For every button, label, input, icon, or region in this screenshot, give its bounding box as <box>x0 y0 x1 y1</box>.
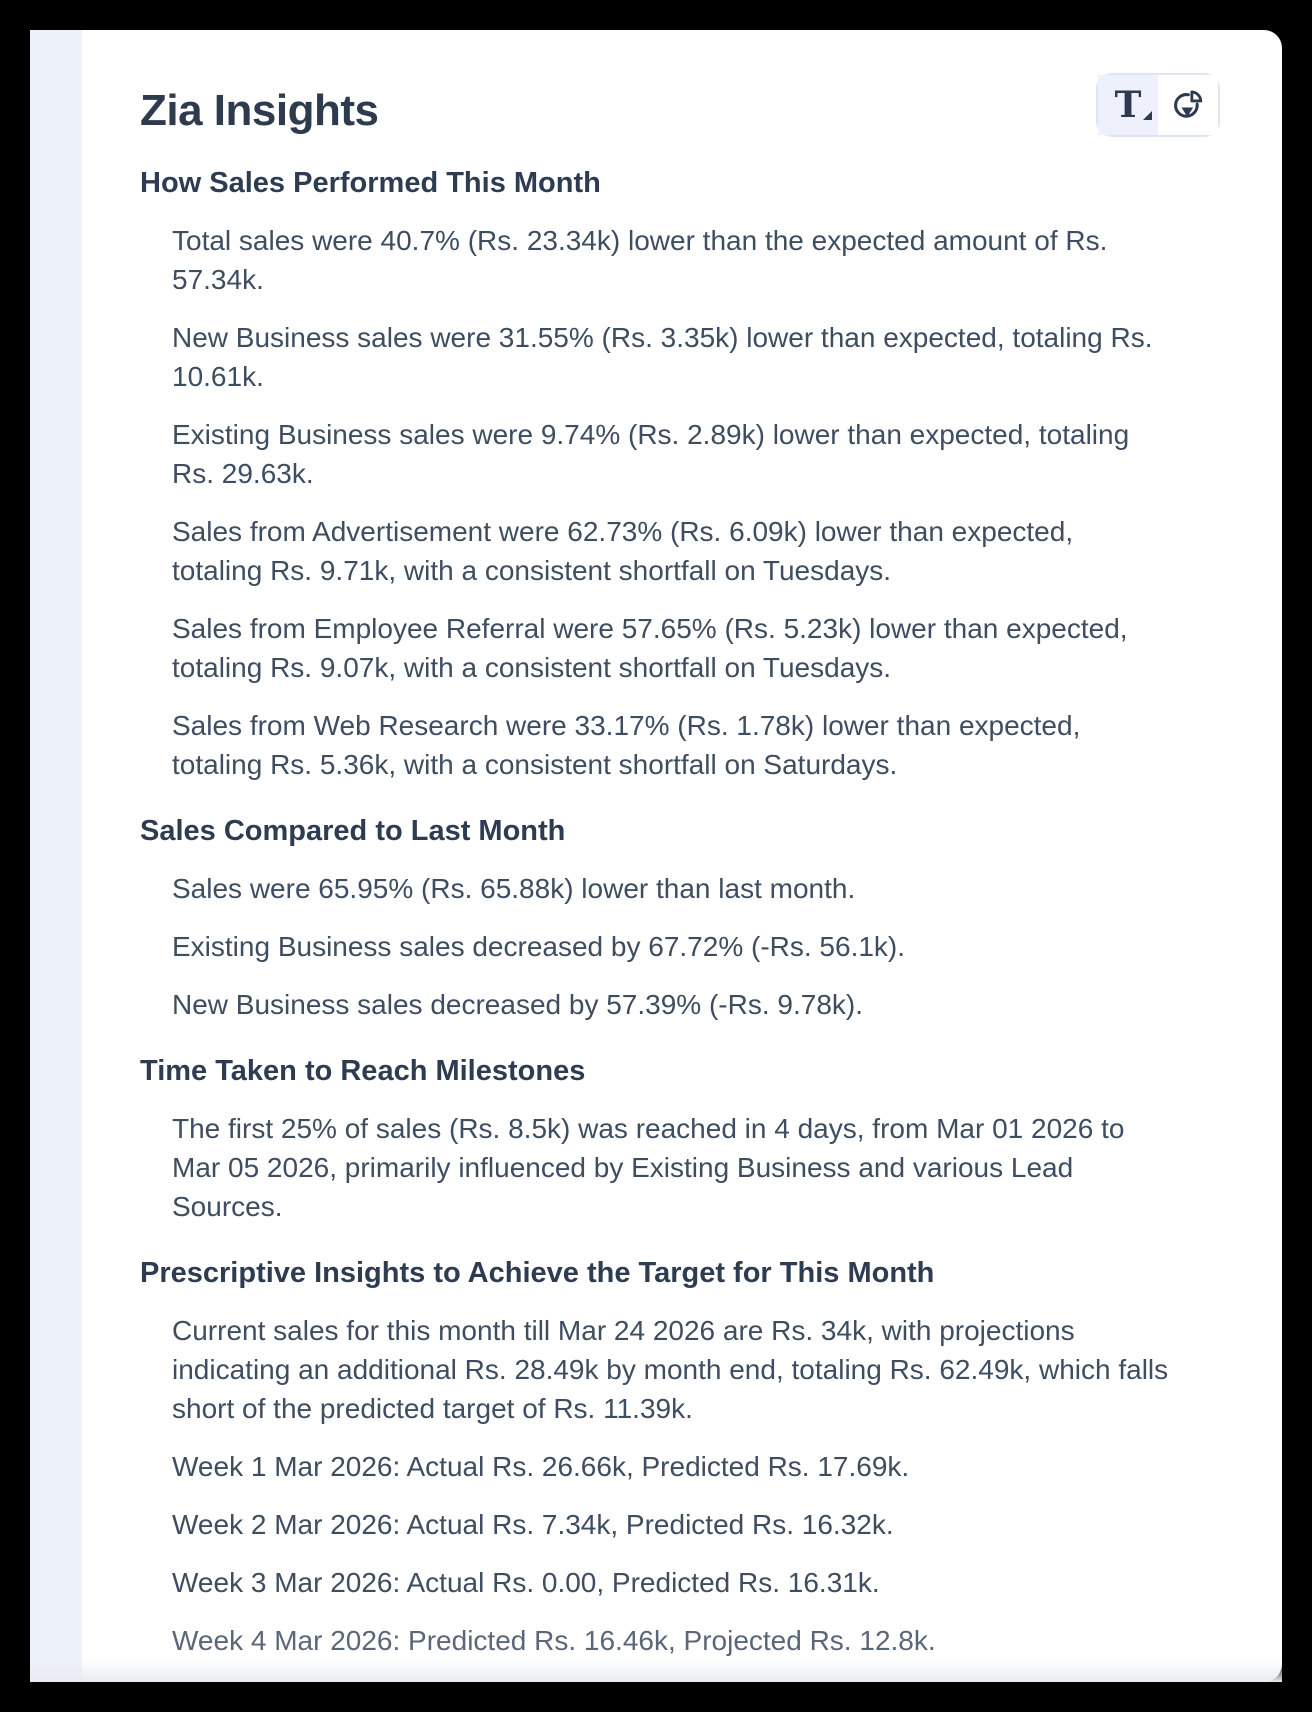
insight-paragraph: Existing Business sales decreased by 67.72% (-Rs. 56.1k). <box>172 931 906 962</box>
insight-paragraph: The first 25% of sales (Rs. 8.5k) was reached in 4 days, from Mar 01 2026 to Mar 05 2026, primarily influenced by Existing Business and various Lead Sources. <box>172 1113 1125 1222</box>
section-prescriptive-insights <box>140 1253 1170 1656</box>
text-view-button[interactable] <box>1098 75 1158 135</box>
insight-paragraph-clipped: Week 4 Mar 2026: Predicted Rs. 16.46k, Projected Rs. 12.8k. <box>172 1625 936 1656</box>
pie-chart-icon <box>1170 87 1206 123</box>
insight-paragraph: Current sales for this month till Mar 24 2026 are Rs. 34k, with projections indicating an additional Rs. 28.49k by month end, totaling Rs. 62.49k, which falls short of the predicted target of Rs. 11.39k. <box>172 1315 1169 1424</box>
section-sales-performance <box>140 163 1170 784</box>
text-view-caret-icon <box>1143 111 1152 120</box>
insight-paragraph: Week 2 Mar 2026: Actual Rs. 7.34k, Predicted Rs. 16.32k. <box>172 1509 894 1540</box>
section-sales-vs-last-month <box>140 811 1170 1024</box>
view-mode-toggle <box>1096 73 1220 137</box>
section-milestones <box>140 1051 1170 1226</box>
chart-view-button[interactable] <box>1158 75 1218 135</box>
left-accent-strip <box>30 30 82 1682</box>
text-view-icon: T <box>1115 87 1142 123</box>
section-heading: How Sales Performed This Month <box>140 167 601 199</box>
page-title: Zia Insights <box>140 86 379 135</box>
section-heading: Prescriptive Insights to Achieve the Target for This Month <box>140 1257 935 1289</box>
panel-header <box>140 86 1170 136</box>
insight-paragraph: Existing Business sales were 9.74% (Rs. 2.89k) lower than expected, totaling Rs. 29.63k. <box>172 419 1130 489</box>
insight-paragraph: Week 1 Mar 2026: Actual Rs. 26.66k, Predicted Rs. 17.69k. <box>172 1451 910 1482</box>
insight-paragraph: Week 3 Mar 2026: Actual Rs. 0.00, Predicted Rs. 16.31k. <box>172 1567 880 1598</box>
insight-paragraph: Sales from Advertisement were 62.73% (Rs. 6.09k) lower than expected, totaling Rs. 9.71k, with a consistent shortfall on Tuesdays. <box>172 516 1074 586</box>
insight-paragraph: Total sales were 40.7% (Rs. 23.34k) lower than the expected amount of Rs. 57.34k. <box>172 225 1108 295</box>
zia-insights-panel <box>30 30 1282 1682</box>
insight-paragraph: Sales from Web Research were 33.17% (Rs. 1.78k) lower than expected, totaling Rs. 5.36k, with a consistent shortfall on Saturdays. <box>172 710 1081 780</box>
section-heading: Sales Compared to Last Month <box>140 815 566 847</box>
section-heading: Time Taken to Reach Milestones <box>140 1055 586 1087</box>
insight-paragraph: Sales from Employee Referral were 57.65% (Rs. 5.23k) lower than expected, totaling Rs. 9.07k, with a consistent shortfall on Tuesdays. <box>172 613 1128 683</box>
insight-paragraph: Sales were 65.95% (Rs. 65.88k) lower than last month. <box>172 873 856 904</box>
panel-content <box>82 30 1282 1682</box>
insight-paragraph: New Business sales decreased by 57.39% (-Rs. 9.78k). <box>172 989 863 1020</box>
insight-paragraph: New Business sales were 31.55% (Rs. 3.35k) lower than expected, totaling Rs. 10.61k. <box>172 322 1153 392</box>
